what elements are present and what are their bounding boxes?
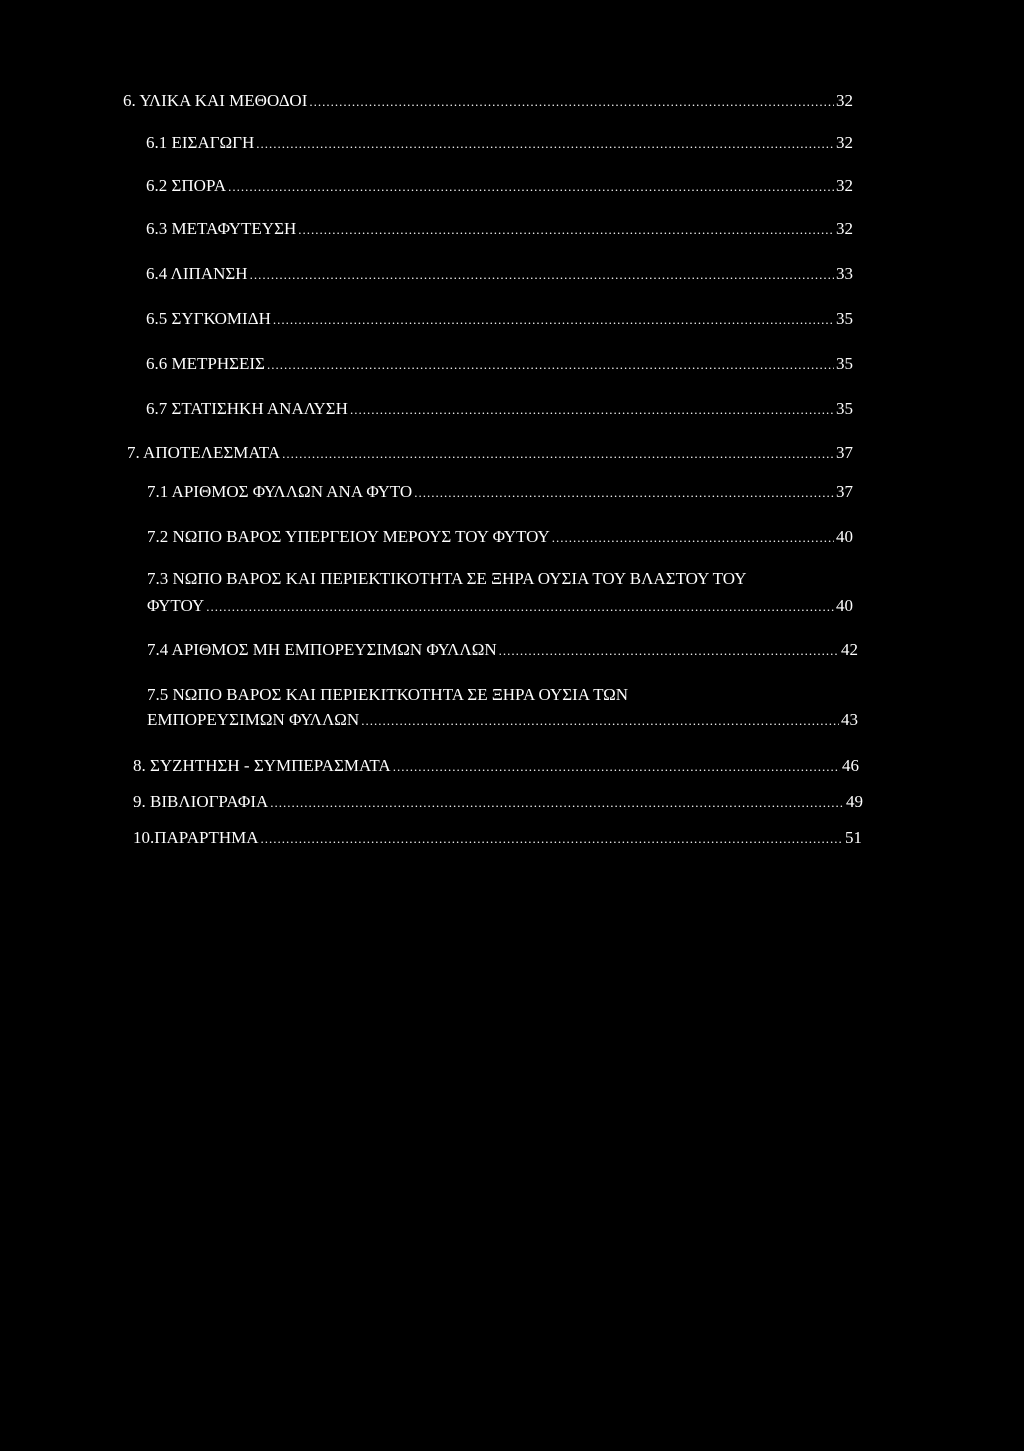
toc-entry[interactable] [133, 756, 859, 777]
toc-entry-title: ΕΜΠΟΡΕΥΣΙΜΩΝ ΦΥΛΛΩΝ [147, 710, 360, 729]
toc-entry[interactable] [133, 828, 862, 849]
toc-entry-page: 46 [842, 756, 859, 775]
toc-entry-page: 37 [836, 482, 853, 501]
toc-entry-page: 35 [836, 399, 853, 418]
toc-entry[interactable] [147, 527, 853, 548]
toc-entry[interactable] [147, 596, 853, 617]
toc-entry-page: 32 [836, 176, 853, 195]
toc-entry-page: 49 [846, 792, 863, 811]
dot-leader [256, 134, 834, 154]
toc-entry[interactable] [146, 219, 853, 240]
toc-entry[interactable] [147, 710, 858, 731]
toc-entry-title-first-line: 7.3 ΝΩΠΟ ΒΑΡΟΣ ΚΑΙ ΠΕΡΙΕΚΤΙΚΟΤΗΤΑ ΣΕ ΞΗΡΑ ΟΥΣΙΑ ΤΟΥ ΒΛΑΣΤΟΥ ΤΟΥ [147, 569, 747, 588]
toc-entry-title: ΦΥΤΟΥ [147, 596, 205, 615]
dot-leader [250, 265, 834, 285]
toc-entry-title: 6.1 ΕΙΣΑΓΩΓΗ [146, 133, 255, 152]
toc-entry-title: 7. ΑΠΟΤΕΛΕΣΜΑΤΑ [127, 443, 281, 462]
toc-entry-title: 7.2 ΝΩΠΟ ΒΑΡΟΣ ΥΠΕΡΓΕΙΟΥ ΜΕΡΟΥΣ ΤΟΥ ΦΥΤΟΥ [147, 527, 550, 546]
toc-entry-title: 6.5 ΣΥΓΚΟΜΙΔΗ [146, 309, 271, 328]
dot-leader [361, 711, 839, 731]
toc-entry-page: 37 [836, 443, 853, 462]
toc-entry-page: 40 [836, 527, 853, 546]
toc-entry-title: 10.ΠΑΡΑΡΤΗΜΑ [133, 828, 259, 847]
dot-leader [414, 483, 834, 503]
dot-leader [273, 310, 834, 330]
toc-entry-title: 6.7 ΣΤΑΤΙΣΗΚΗ ΑΝΑΛΥΣΗ [146, 399, 348, 418]
dot-leader [393, 757, 840, 777]
toc-entry[interactable] [146, 354, 853, 375]
dot-leader [206, 597, 834, 617]
toc-entry-title: 6.3 ΜΕΤΑΦΥΤΕΥΣΗ [146, 219, 297, 238]
toc-entry-title: 9. ΒΙΒΛΙΟΓΡΑΦΙΑ [133, 792, 269, 811]
toc-entry[interactable] [146, 133, 853, 154]
dot-leader [228, 177, 834, 197]
toc-entry-title: 6.4 ΛΙΠΑΝΣΗ [146, 264, 248, 283]
dot-leader [309, 92, 834, 112]
toc-entry-title: 8. ΣΥΖΗΤΗΣΗ - ΣΥΜΠΕΡΑΣΜΑΤΑ [133, 756, 391, 775]
toc-entry-title: 6.6 ΜΕΤΡΗΣΕΙΣ [146, 354, 265, 373]
toc-entry-page: 43 [841, 710, 858, 729]
toc-entry-page: 42 [841, 640, 858, 659]
dot-leader [552, 528, 834, 548]
toc-entry[interactable] [146, 264, 853, 285]
dot-leader [298, 220, 834, 240]
toc-entry[interactable] [133, 792, 863, 813]
toc-entry-title: 6. ΥΛΙΚΑ ΚΑΙ ΜΕΘΟΔΟΙ [123, 91, 308, 110]
dot-leader [261, 829, 844, 849]
toc-entry[interactable] [146, 399, 853, 420]
dot-leader [350, 400, 834, 420]
toc-entry[interactable] [123, 91, 853, 112]
toc-entry-page: 40 [836, 596, 853, 615]
toc-entry-page: 51 [845, 828, 862, 847]
toc-entry[interactable] [146, 176, 853, 197]
toc-entry-page: 35 [836, 309, 853, 328]
toc-entry-page: 33 [836, 264, 853, 283]
dot-leader [499, 641, 839, 661]
toc-entry-page: 32 [836, 133, 853, 152]
dot-leader [282, 444, 834, 464]
toc-entry[interactable] [146, 309, 853, 330]
toc-entry-page: 35 [836, 354, 853, 373]
toc-entry-page: 32 [836, 219, 853, 238]
toc-entry[interactable] [147, 640, 858, 661]
toc-entry[interactable] [127, 443, 853, 464]
dot-leader [270, 793, 844, 813]
toc-entry-title: 7.1 ΑΡΙΘΜΟΣ ΦΥΛΛΩΝ ΑΝΑ ΦΥΤΟ [147, 482, 413, 501]
toc-entry-title-first-line: 7.5 ΝΩΠΟ ΒΑΡΟΣ ΚΑΙ ΠΕΡΙΕΚΙΤΚΟΤΗΤΑ ΣΕ ΞΗΡΑ ΟΥΣΙΑ ΤΩΝ [147, 685, 629, 704]
dot-leader [267, 355, 834, 375]
toc-entry-title: 6.2 ΣΠΟΡΑ [146, 176, 227, 195]
toc-entry-page: 32 [836, 91, 853, 110]
toc-entry[interactable] [147, 482, 853, 503]
toc-entry-title: 7.4 ΑΡΙΘΜΟΣ ΜΗ ΕΜΠΟΡΕΥΣΙΜΩΝ ΦΥΛΛΩΝ [147, 640, 497, 659]
